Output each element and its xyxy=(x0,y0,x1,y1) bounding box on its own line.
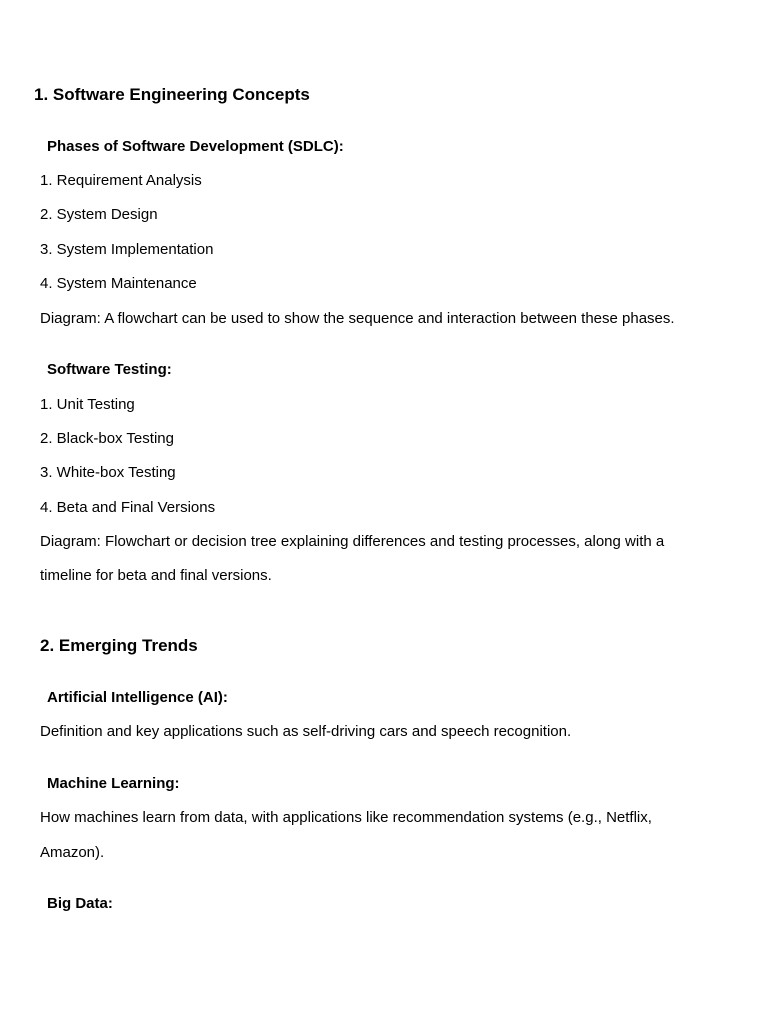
ml-description-line2: Amazon). xyxy=(40,844,105,861)
testing-item: 2. Black-box Testing xyxy=(40,430,174,447)
ml-heading: Machine Learning: xyxy=(47,775,180,792)
section-1-title: 1. Software Engineering Concepts xyxy=(34,85,310,104)
ai-heading: Artificial Intelligence (AI): xyxy=(47,689,228,706)
testing-item: 1. Unit Testing xyxy=(40,396,135,413)
testing-heading: Software Testing: xyxy=(47,361,172,378)
sdlc-item: 2. System Design xyxy=(40,206,158,223)
sdlc-item: 1. Requirement Analysis xyxy=(40,172,202,189)
testing-diagram-note-line2: timeline for beta and final versions. xyxy=(40,567,272,584)
section-2-title: 2. Emerging Trends xyxy=(40,636,198,655)
sdlc-item: 3. System Implementation xyxy=(40,241,214,258)
testing-item: 4. Beta and Final Versions xyxy=(40,499,216,516)
ai-description: Definition and key applications such as self-driving cars and speech recognition. xyxy=(40,723,572,740)
big-data-heading: Big Data: xyxy=(47,895,113,912)
sdlc-item: 4. System Maintenance xyxy=(40,275,197,292)
testing-item: 3. White-box Testing xyxy=(40,464,176,481)
testing-diagram-note-line1: Diagram: Flowchart or decision tree explaining differences and testing processes, along with a xyxy=(40,533,665,550)
sdlc-heading: Phases of Software Development (SDLC): xyxy=(47,138,344,155)
ml-description-line1: How machines learn from data, with applications like recommendation systems (e.g., Netflix, xyxy=(40,809,652,826)
sdlc-diagram-note: Diagram: A flowchart can be used to show the sequence and interaction between these phases. xyxy=(40,310,675,327)
